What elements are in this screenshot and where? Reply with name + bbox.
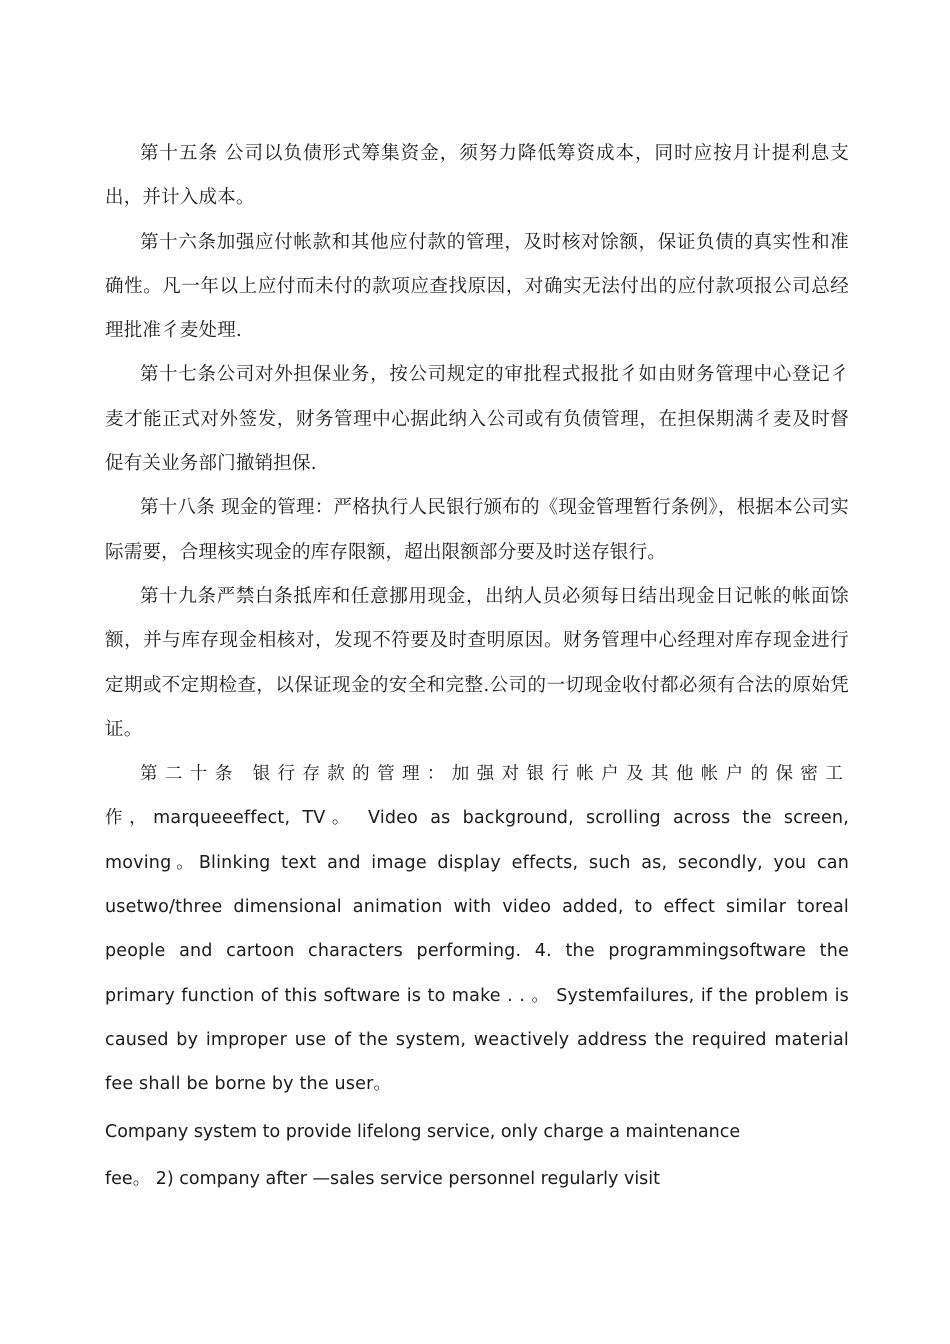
article-20-paragraph: [105, 752, 849, 1106]
document-body: [105, 132, 849, 1203]
article-18-paragraph: 第十八条 现金的管理：严格执行人民银行颁布的《现金管理暂行条例》，根据本公司实际需要，合理核实现金的库存限额，超出限额部分要及时送存银行。: [105, 497, 849, 563]
article-17-paragraph: 第十七条公司对外担保业务，按公司规定的审批程式报批彳如由财务管理中心登记彳麦才能正式对外签发，财务管理中心据此纳入公司或有负债管理，在担保期满彳麦及时督促有关业务部门撤销担保.: [105, 364, 849, 475]
article-20-heading: 第二十条 银行存款的管理：加强对银行帐户及其他帐户的保密工: [140, 764, 849, 785]
article-16-paragraph: 第十六条加强应付帐款和其他应付款的管理，及时核对馀额，保证负债的真实性和准确性。凡一年以上应付而未付的款项应查找原因，对确实无法付出的应付款项报公司总经理批准彳麦处理.: [105, 231, 849, 342]
article-20-body: 作，marqueeeffect, TV。 Video as background, scrolling across the screen, moving。Blinking text and image display effects, such as, secondly, you can usetwo/three dimensional animation with video added, to effect similar toreal people and cartoon characters performing. 4. the programmingsoftware the primary function of this software is to make . . 。 Systemfailures, if the problem is caused by improper use of the system, weactively address the required material fee shall be borne by the user。: [105, 808, 849, 1095]
trailing-line-1: Company system to provide lifelong service, only charge a maintenance: [105, 1121, 741, 1142]
article-19-paragraph: 第十九条严禁白条抵库和任意挪用现金，出纳人员必须每日结出现金日记帐的帐面馀额，并与库存现金相核对，发现不符要及时查明原因。财务管理中心经理对库存现金进行定期或不定期检查，以保证现金的安全和完整.公司的一切现金收付都必须有合法的原始凭证。: [105, 585, 849, 740]
article-15-paragraph: 第十五条 公司以负债形式筹集资金，须努力降低筹资成本，同时应按月计提利息支出，并计入成本。: [105, 143, 849, 209]
trailing-line-2: fee。 2) company after —sales service personnel regularly visit: [105, 1168, 661, 1189]
